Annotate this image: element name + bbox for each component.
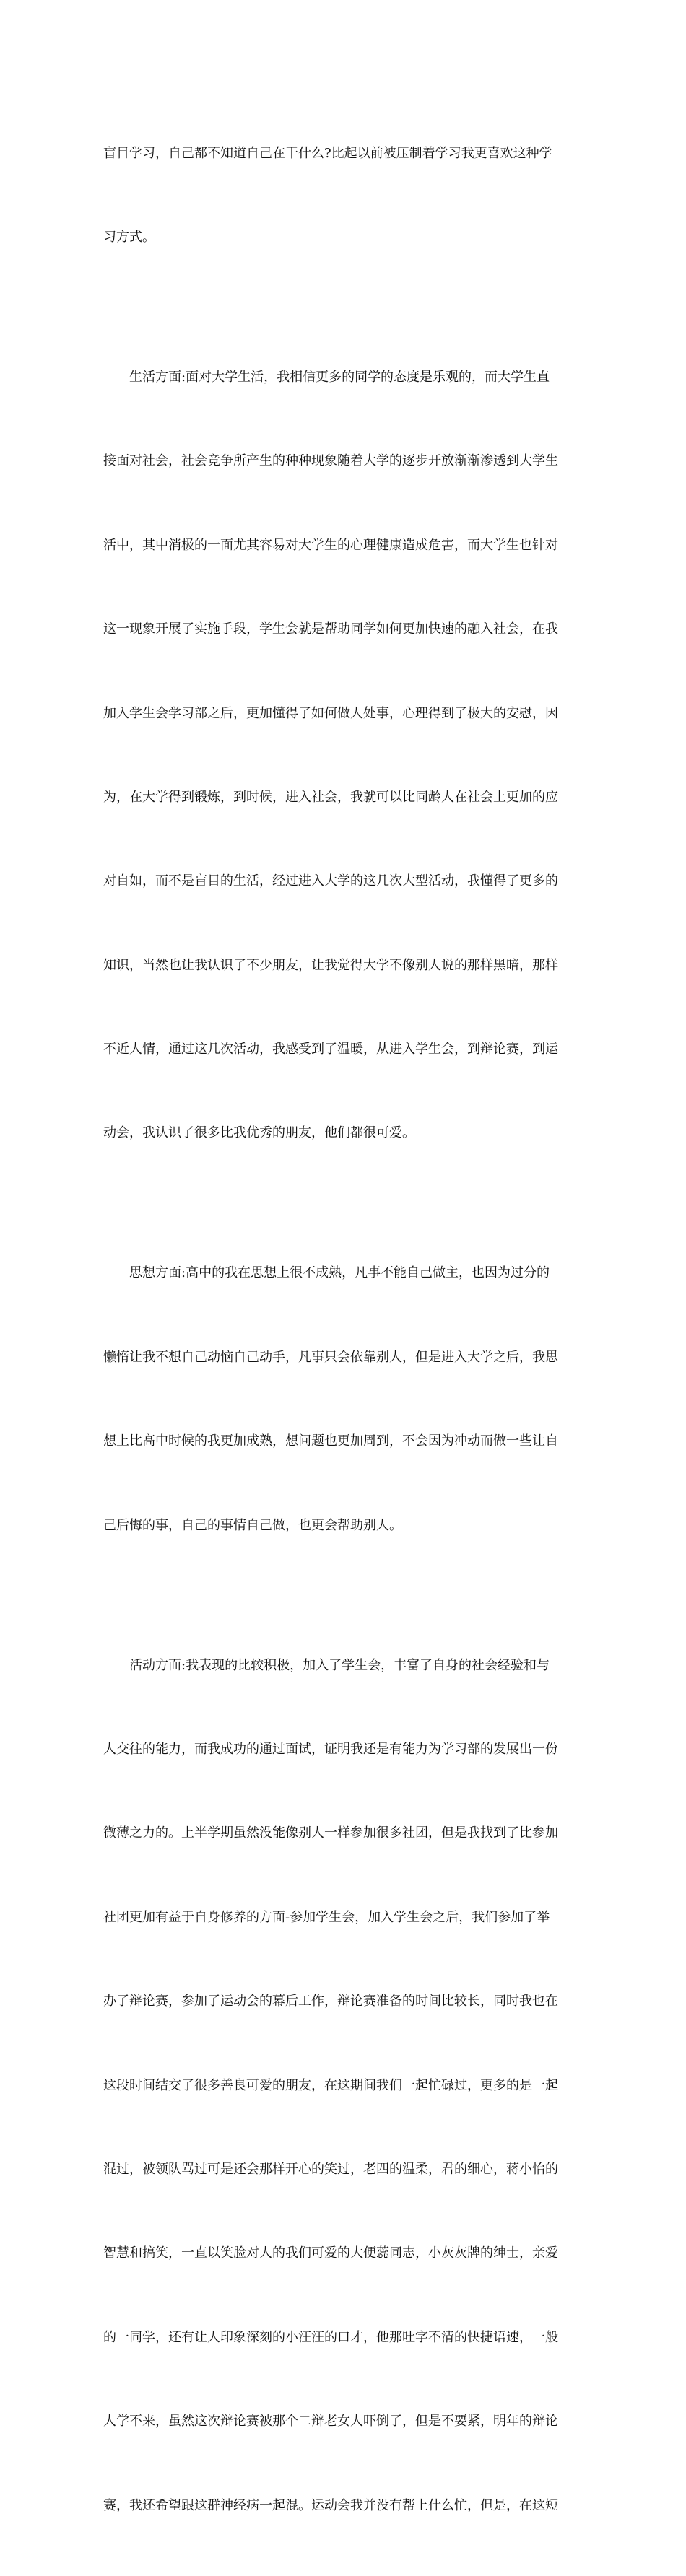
text-line: 赛，我还希望跟这群神经病一起混。运动会我并没有帮上什么忙，但是，在这短 [103, 2497, 558, 2513]
text-line: 不近人情，通过这几次活动，我感受到了温暖，从进入学生会，到辩论赛，到运 [103, 1042, 558, 1057]
text-line: 对自如，而不是盲目的生活，经过进入大学的这几次大型活动，我懂得了更多的 [103, 873, 558, 889]
document-body [103, 84, 580, 2576]
text-line: 懒惰让我不想自己动恼自己动手，凡事只会依靠别人，但是进入大学之后，我思 [103, 1349, 558, 1365]
text-line: 思想方面:高中的我在思想上很不成熟，凡事不能自己做主，也因为过分的 [129, 1265, 550, 1281]
text-line: 习方式。 [103, 229, 155, 245]
paragraph-thought [103, 1204, 580, 1596]
text-line: 活中，其中消极的一面尤其容易对大学生的心理健康造成危害，而大学生也针对 [103, 537, 558, 553]
text-line: 混过，被领队骂过可是还会那样开心的笑过，老四的温柔，君的细心，蒋小怡的 [103, 2161, 558, 2177]
text-line: 人交往的能力，而我成功的通过面试，证明我还是有能力为学习部的发展出一份 [103, 1742, 558, 1758]
text-line: 活动方面:我表现的比较积极，加入了学生会，丰富了自身的社会经验和与 [129, 1657, 550, 1673]
text-line: 这段时间结交了很多善良可爱的朋友，在这期间我们一起忙碌过，更多的是一起 [103, 2077, 558, 2093]
text-line: 盲目学习，自己都不知道自己在干什么?比起以前被压制着学习我更喜欢这种学 [103, 145, 552, 161]
text-line: 生活方面:面对大学生活，我相信更多的同学的态度是乐观的，而大学生直 [129, 369, 550, 385]
text-line: 微薄之力的。上半学期虽然没能像别人一样参加很多社团，但是我找到了比参加 [103, 1825, 558, 1841]
text-line: 加入学生会学习部之后，更加懂得了如何做人处事，心理得到了极大的安慰，因 [103, 705, 558, 721]
text-line: 己后悔的事，自己的事情自己做，也更会帮助别人。 [103, 1517, 402, 1533]
text-line: 智慧和搞笑，一直以笑脸对人的我们可爱的大便蕊同志，小灰灰牌的绅士，亲爱 [103, 2245, 558, 2261]
text-line: 接面对社会，社会竞争所产生的种种现象随着大学的逐步开放渐渐渗透到大学生 [103, 453, 558, 469]
paragraph-activities [103, 1596, 580, 2576]
text-line: 这一现象开展了实施手段，学生会就是帮助同学如何更加快速的融入社会，在我 [103, 621, 558, 637]
paragraph-life [103, 307, 580, 1204]
text-line: 人学不来，虽然这次辩论赛被那个二辩老女人吓倒了，但是不要紧，明年的辩论 [103, 2414, 558, 2429]
text-line: 为，在大学得到锻炼，到时候，进入社会，我就可以比同龄人在社会上更加的应 [103, 789, 558, 805]
text-line: 知识，当然也让我认识了不少朋友，让我觉得大学不像别人说的那样黑暗，那样 [103, 957, 558, 973]
text-line: 的一同学，还有让人印象深刻的小汪汪的口才，他那吐字不清的快捷语速，一般 [103, 2329, 558, 2345]
text-line: 办了辩论赛，参加了运动会的幕后工作，辩论赛准备的时间比较长，同时我也在 [103, 1994, 558, 2009]
text-line: 想上比高中时候的我更加成熟，想问题也更加周到，不会因为冲动而做一些让自 [103, 1433, 558, 1449]
text-line: 社团更加有益于自身修养的方面-参加学生会，加入学生会之后，我们参加了举 [103, 1909, 550, 1925]
paragraph-study-continued [103, 84, 580, 307]
text-line: 动会，我认识了很多比我优秀的朋友，他们都很可爱。 [103, 1125, 415, 1141]
